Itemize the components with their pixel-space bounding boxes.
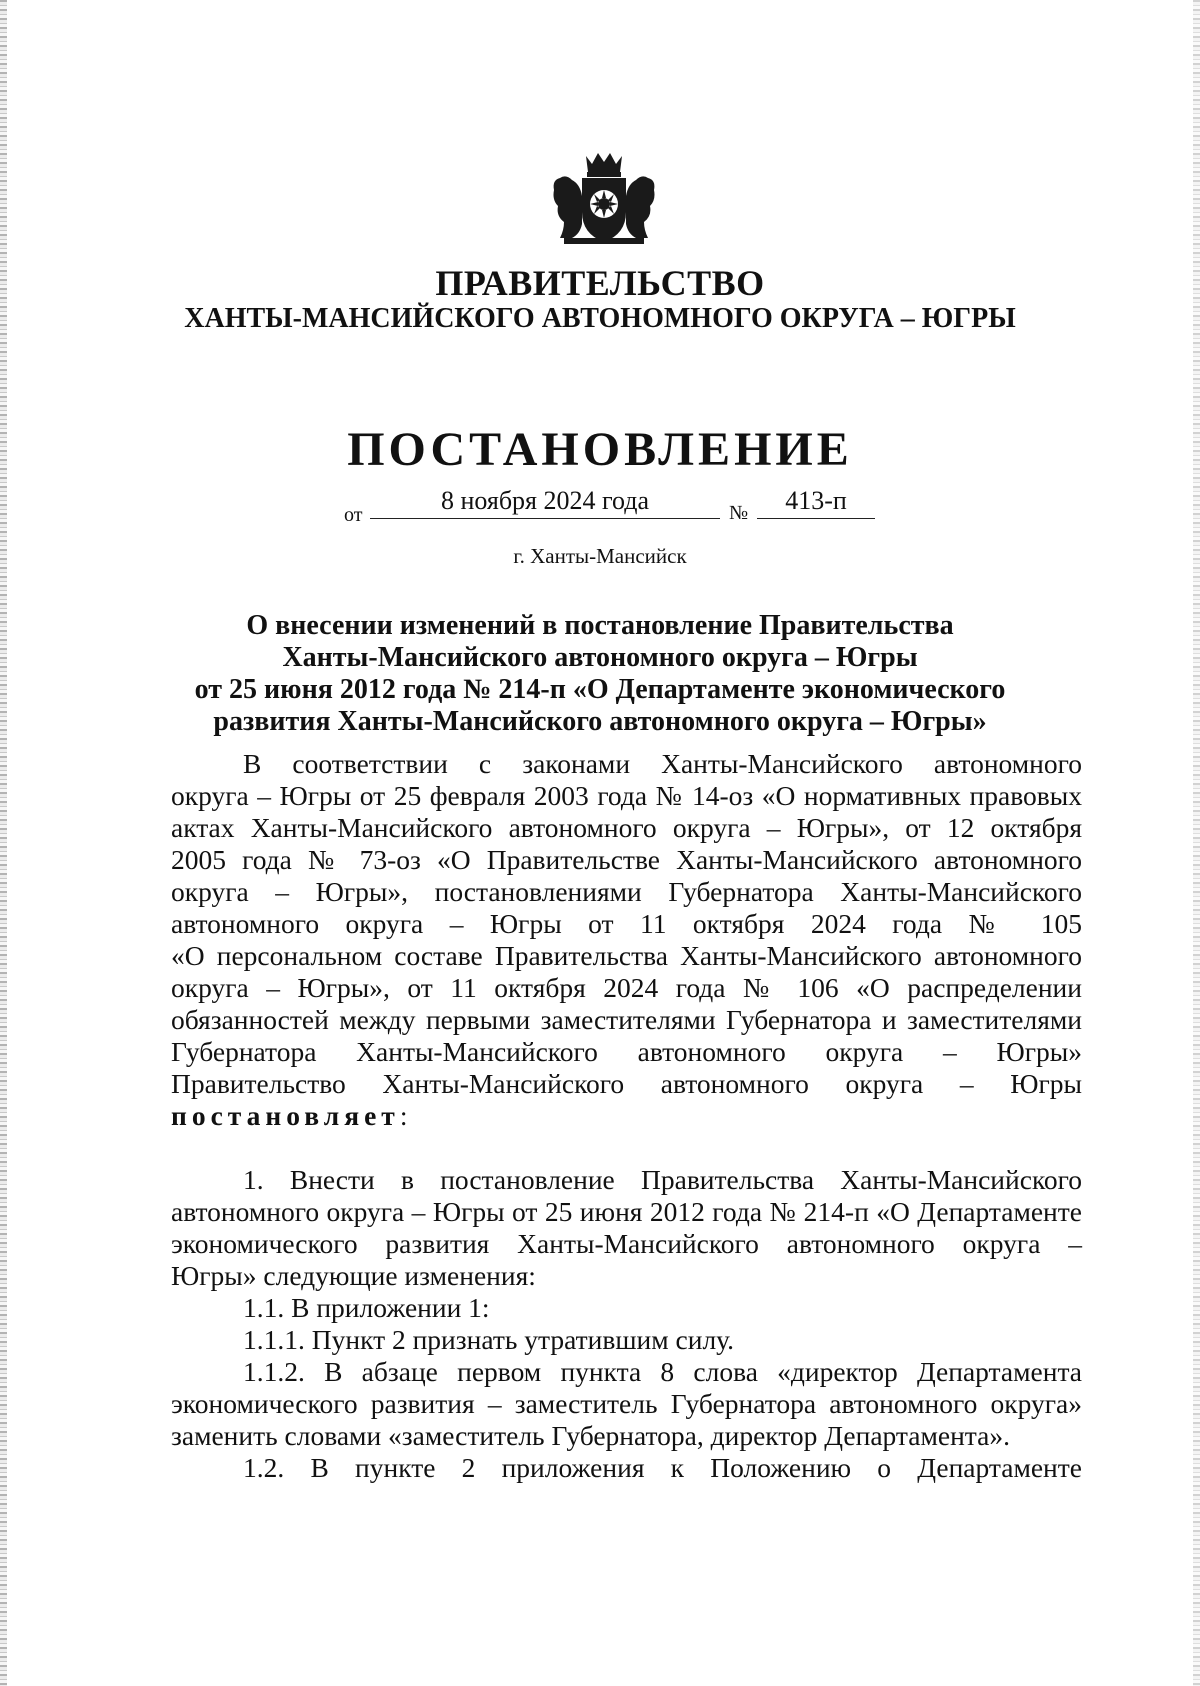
subject-line: О внесении изменений в постановление Правительства bbox=[246, 610, 954, 641]
body-line: 1.2. В пункте 2 приложения к Положению о Департаменте bbox=[243, 1452, 1082, 1483]
document-body bbox=[171, 748, 1082, 1484]
government-subtitle: ХАНТЫ-МАНСИЙСКОГО АВТОНОМНОГО ОКРУГА – ЮГРЫ bbox=[184, 303, 1016, 334]
government-title: ПРАВИТЕЛЬСТВО bbox=[435, 263, 765, 303]
body-line: 1.1. В приложении 1: bbox=[243, 1292, 490, 1323]
date-prefix-label: от bbox=[344, 504, 363, 526]
body-line: «О персональном составе Правительства Ханты-Мансийского автономного bbox=[171, 940, 1082, 971]
city-label: г. Ханты-Мансийск bbox=[513, 544, 687, 568]
body-line: заменить словами «заместитель Губернатора, директор Департамента». bbox=[171, 1420, 1010, 1451]
body-line: экономического развития Ханты-Мансийского автономного округа – bbox=[171, 1228, 1082, 1259]
document-subject bbox=[180, 610, 1020, 738]
subject-line: развития Ханты-Мансийского автономного округа – Югры» bbox=[213, 706, 987, 737]
body-line: 1.1.1. Пункт 2 признать утратившим силу. bbox=[243, 1324, 735, 1355]
body-line: актах Ханты-Мансийского автономного округа – Югры», от 12 октября bbox=[171, 812, 1082, 843]
scan-edge-left bbox=[0, 0, 7, 1686]
number-prefix-label: № bbox=[729, 502, 749, 524]
body-line: округа – Югры от 25 февраля 2003 года № 14-оз «О нормативных правовых bbox=[171, 780, 1082, 811]
decree-colon: : bbox=[399, 1100, 408, 1131]
subject-line: от 25 июня 2012 года № 214-п «О Департаменте экономического bbox=[194, 674, 1006, 705]
subject-line: Ханты-Мансийского автономного округа – Югры bbox=[282, 642, 918, 673]
body-line: округа – Югры», от 11 октября 2024 года № 106 «О распределении bbox=[171, 972, 1082, 1003]
scan-edge-right bbox=[1193, 0, 1200, 1686]
body-line: 1. Внести в постановление Правительства Ханты-Мансийского bbox=[243, 1164, 1082, 1195]
body-line: 1.1.2. В абзаце первом пункта 8 слова «директор Департамента bbox=[243, 1356, 1082, 1387]
document-number: 413-п bbox=[757, 486, 875, 519]
body-line: Югры» следующие изменения: bbox=[171, 1260, 536, 1291]
body-line: округа – Югры», постановлениями Губернатора Ханты-Мансийского bbox=[171, 876, 1082, 907]
decree-line bbox=[171, 1100, 1082, 1132]
body-line: Губернатора Ханты-Мансийского автономного округа – Югры» bbox=[171, 1036, 1082, 1067]
body-line: обязанностей между первыми заместителями Губернатора и заместителями bbox=[171, 1004, 1082, 1035]
document-date: 8 ноября 2024 года bbox=[370, 486, 720, 519]
document-type-heading: ПОСТАНОВЛЕНИЕ bbox=[347, 423, 853, 476]
body-line: автономного округа – Югры от 11 октября 2024 года № 105 bbox=[171, 908, 1082, 939]
paragraph-gap bbox=[171, 1132, 1082, 1164]
body-line: Правительство Ханты-Мансийского автономного округа – Югры bbox=[171, 1068, 1082, 1099]
coat-of-arms-emblem bbox=[546, 150, 662, 246]
decree-word: постановляет bbox=[171, 1100, 400, 1131]
body-line: автономного округа – Югры от 25 июня 2012 года № 214-п «О Департаменте bbox=[171, 1196, 1082, 1227]
body-line: 2005 года № 73-оз «О Правительстве Ханты-Мансийского автономного bbox=[171, 844, 1082, 875]
body-line: В соответствии с законами Ханты-Мансийского автономного bbox=[243, 748, 1082, 779]
body-line: экономического развития – заместитель Губернатора автономного округа» bbox=[171, 1388, 1082, 1419]
